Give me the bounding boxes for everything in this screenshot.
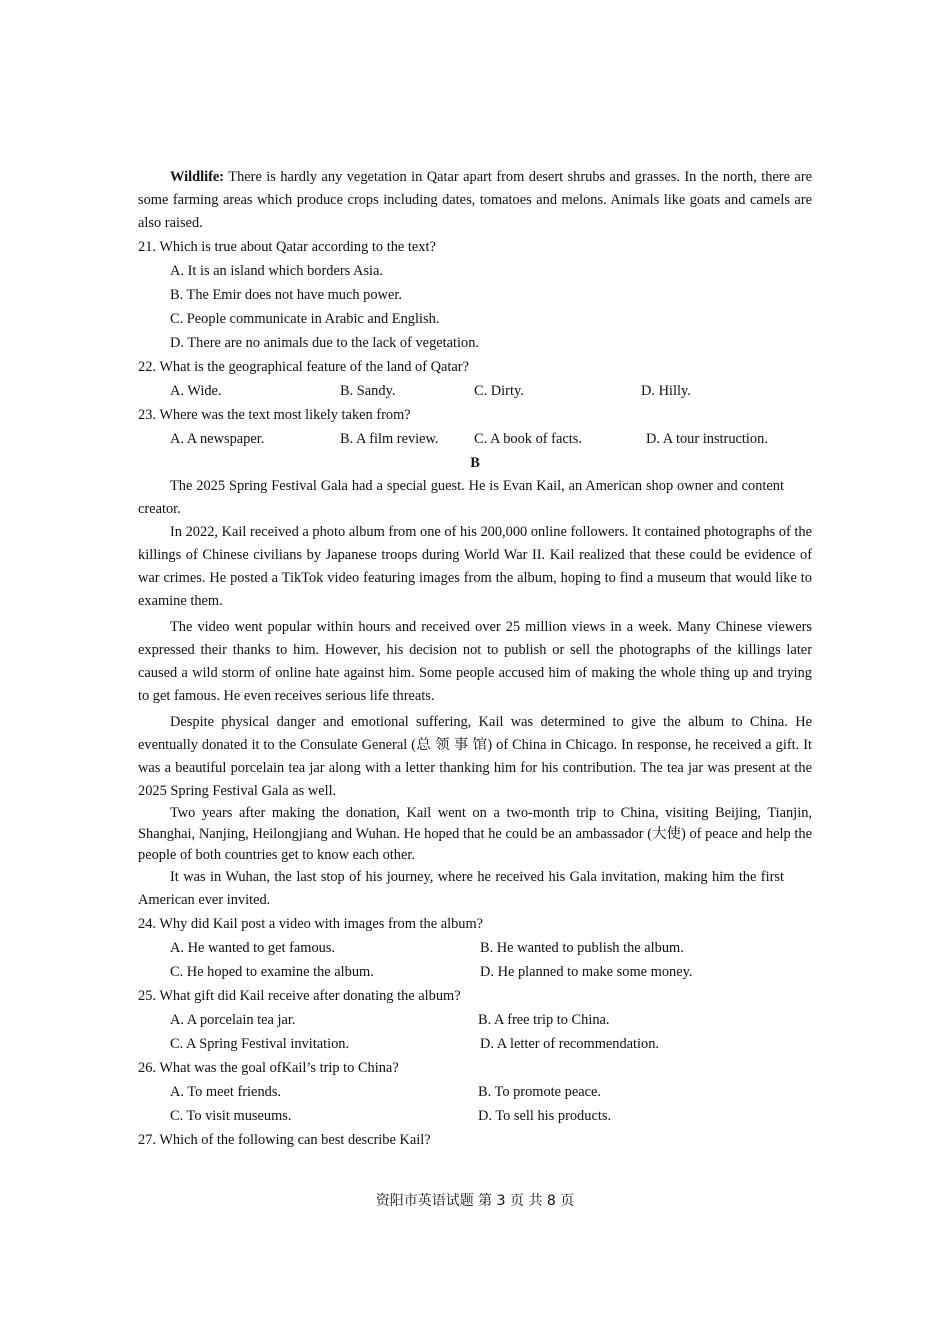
passage-paragraph-2: In 2022, Kail received a photo album from one of his 200,000 online followers. It contained photographs of the killings of Chinese civilians by Japanese troops during World War II. Kail realized that these could be evidence of war crimes. He posted a TikTok video featuring images from the album, hoping to find a museum that would like to examine them. [138,524,812,609]
question-26: 26. What was the goal ofKail’s trip to China? [138,1060,399,1076]
question-25: 25. What gift did Kail receive after donating the album? [138,988,461,1004]
passage-paragraph-1: The 2025 Spring Festival Gala had a special guest. He is Evan Kail, an American shop owner and content creator. [138,478,784,517]
q23-option-d: D. A tour instruction. [646,431,768,447]
q24-option-b: B. He wanted to publish the album. [480,940,684,956]
q23-option-b: B. A film review. [340,431,439,447]
wildlife-text: There is hardly any vegetation in Qatar apart from desert shrubs and grasses. In the north, there are some farming areas which produce crops including dates, tomatoes and melons. Animals like goats and camels are also raised. [138,169,812,231]
question-21: 21. Which is true about Qatar according to the text? [138,239,436,255]
question-27: 27. Which of the following can best describe Kail? [138,1132,431,1148]
question-24: 24. Why did Kail post a video with images from the album? [138,916,484,932]
q22-option-d: D. Hilly. [641,383,691,399]
q26-options-row-1 [138,1080,812,1104]
q26-options-row-2 [138,1104,812,1128]
q25-options-row-1 [138,1008,812,1032]
q21-option-d: D. There are no animals due to the lack of vegetation. [170,335,480,351]
page-footer: 资阳市英语试题 第 3 页 共 8 页 [375,1193,575,1209]
q22-option-a: A. Wide. [170,383,222,399]
q25-option-c: C. A Spring Festival invitation. [170,1036,350,1052]
q25-option-d: D. A letter of recommendation. [480,1036,660,1052]
q26-option-b: B. To promote peace. [478,1084,602,1100]
passage-paragraph-6: It was in Wuhan, the last stop of his journey, where he received his Gala invitation, making him the first American ever invited. [138,869,784,908]
q23-options [138,427,812,451]
q26-option-a: A. To meet friends. [170,1084,282,1100]
q25-option-b: B. A free trip to China. [478,1012,610,1028]
q22-option-b: B. Sandy. [340,383,396,399]
q21-option-b: B. The Emir does not have much power. [170,287,402,303]
question-22: 22. What is the geographical feature of the land of Qatar? [138,359,469,375]
q24-option-c: C. He hoped to examine the album. [170,964,374,980]
q23-option-c: C. A book of facts. [474,431,582,447]
q21-option-c: C. People communicate in Arabic and English. [170,311,440,327]
question-23: 23. Where was the text most likely taken from? [138,407,411,423]
q24-option-a: A. He wanted to get famous. [170,940,336,956]
q24-options-row-2 [138,960,812,984]
q25-option-a: A. A porcelain tea jar. [170,1012,296,1028]
passage-paragraph-4: Despite physical danger and emotional suffering, Kail was determined to give the album to China. He eventually donated it to the Consulate General (总 领 事 馆) of China in Chicago. In response, he received a gift. It was a beautiful porcelain tea jar along with a letter thanking him for his contribution. The tea jar was present at the 2025 Spring Festival Gala as well. [138,714,812,799]
wildlife-label: Wildlife: [170,169,225,185]
q24-options-row-1 [138,936,812,960]
wildlife-paragraph [138,166,812,235]
q22-options [138,379,812,403]
q24-option-d: D. He planned to make some money. [480,964,693,980]
exam-page [138,166,812,1152]
passage-paragraph-5: Two years after making the donation, Kail went on a two-month trip to China, visiting Beijing, Tianjin, Shanghai, Nanjing, Heilongjiang and Wuhan. He hoped that he could be an ambassador (大使) of peace and help the people of both countries get to know each other. [138,805,812,863]
q22-option-c: C. Dirty. [474,383,524,399]
q26-option-d: D. To sell his products. [478,1108,612,1124]
q21-option-a: A. It is an island which borders Asia. [170,263,384,279]
passage-paragraph-3: The video went popular within hours and received over 25 million views in a week. Many Chinese viewers expressed their thanks to him. However, his decision not to publish or sell the photographs of the killings later caused a wild storm of online hate against him. Some people accused him of making the whole thing up and trying to get famous. He even receives serious life threats. [138,619,812,704]
q23-option-a: A. A newspaper. [170,431,265,447]
q26-option-c: C. To visit museums. [170,1108,292,1124]
section-b-heading: B [470,455,480,471]
q25-options-row-2 [138,1032,812,1056]
